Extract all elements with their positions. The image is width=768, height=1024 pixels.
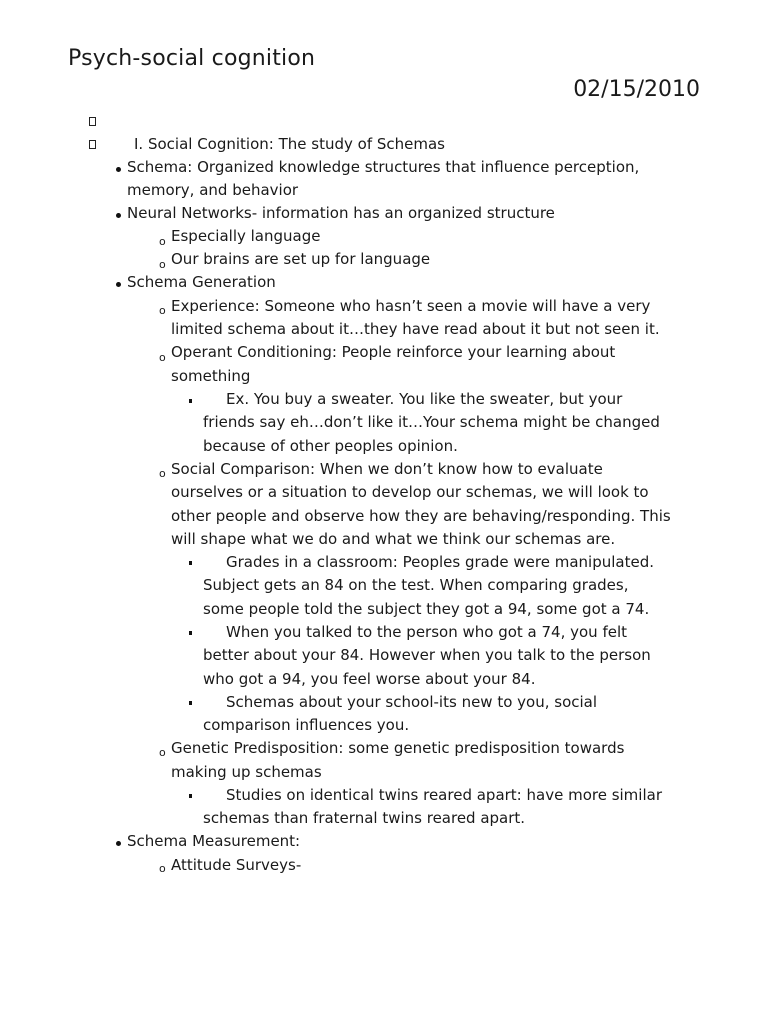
page-title: Psych-social cognition [68, 46, 316, 71]
text-line: ourselves or a situation to develop our schemas, we will look to [171, 483, 649, 501]
text-line: Our brains are set up for language [171, 250, 431, 268]
bullet-dot-icon [116, 167, 121, 172]
section-heading: I. Social Cognition: The study of Schemas [134, 135, 445, 153]
text-line: Schemas about your school-its new to you, social [226, 693, 598, 711]
bullet-square-icon [189, 561, 192, 565]
text-line: Neural Networks- information has an organized structure [127, 204, 555, 222]
text-line: Grades in a classroom: Peoples grade were manipulated. [226, 553, 654, 571]
bullet-dot-icon [116, 841, 121, 846]
text-line: comparison influences you. [203, 716, 410, 734]
bullet-circle-icon: o [159, 258, 166, 271]
bullet-circle-icon: o [159, 746, 166, 759]
bullet-square-icon [189, 631, 192, 635]
bullet-square-icon [189, 794, 192, 798]
bullet-circle-icon: o [159, 304, 166, 317]
text-line: friends say eh…don’t like it…Your schema might be changed [203, 413, 660, 431]
text-line: other people and observe how they are behaving/responding. This [171, 507, 671, 525]
text-line: Subject gets an 84 on the test. When comparing grades, [203, 576, 629, 594]
text-line: because of other peoples opinion. [203, 437, 458, 455]
text-line: better about your 84. However when you talk to the person [203, 646, 651, 664]
text-line: Studies on identical twins reared apart: have more similar [226, 786, 662, 804]
text-line: Operant Conditioning: People reinforce your learning about [171, 343, 616, 361]
text-line: Experience: Someone who hasn’t seen a movie will have a very [171, 297, 651, 315]
text-line: Schema Generation [127, 273, 276, 291]
bullet-circle-icon: o [159, 351, 166, 364]
text-line: some people told the subject they got a 94, some got a 74. [203, 600, 650, 618]
text-line: Especially language [171, 227, 321, 245]
text-line: making up schemas [171, 763, 322, 781]
text-line: Genetic Predisposition: some genetic predisposition towards [171, 739, 625, 757]
text-line: schemas than fraternal twins reared apart. [203, 809, 526, 827]
text-line: who got a 94, you feel worse about your 84. [203, 670, 536, 688]
bullet-dot-icon [116, 213, 121, 218]
text-line: limited schema about it…they have read about it but not seen it. [171, 320, 660, 338]
empty-checkbox-icon [89, 117, 96, 126]
page-date: 02/15/2010 [573, 77, 700, 102]
text-line: Schema Measurement: [127, 832, 301, 850]
text-line: something [171, 367, 251, 385]
bullet-circle-icon: o [159, 862, 166, 875]
text-line: will shape what we do and what we think our schemas are. [171, 530, 616, 548]
text-line: Social Comparison: When we don’t know how to evaluate [171, 460, 603, 478]
text-line: When you talked to the person who got a 74, you felt [226, 623, 628, 641]
bullet-circle-icon: o [159, 235, 166, 248]
bullet-square-icon [189, 399, 192, 403]
text-line: Ex. You buy a sweater. You like the sweater, but your [226, 390, 623, 408]
bullet-dot-icon [116, 282, 121, 287]
bullet-square-icon [189, 701, 192, 705]
text-line: Attitude Surveys- [171, 856, 302, 874]
checkbox-icon [89, 140, 96, 149]
text-line: Schema: Organized knowledge structures that influence perception, [127, 158, 640, 176]
text-line: memory, and behavior [127, 181, 299, 199]
bullet-circle-icon: o [159, 467, 166, 480]
